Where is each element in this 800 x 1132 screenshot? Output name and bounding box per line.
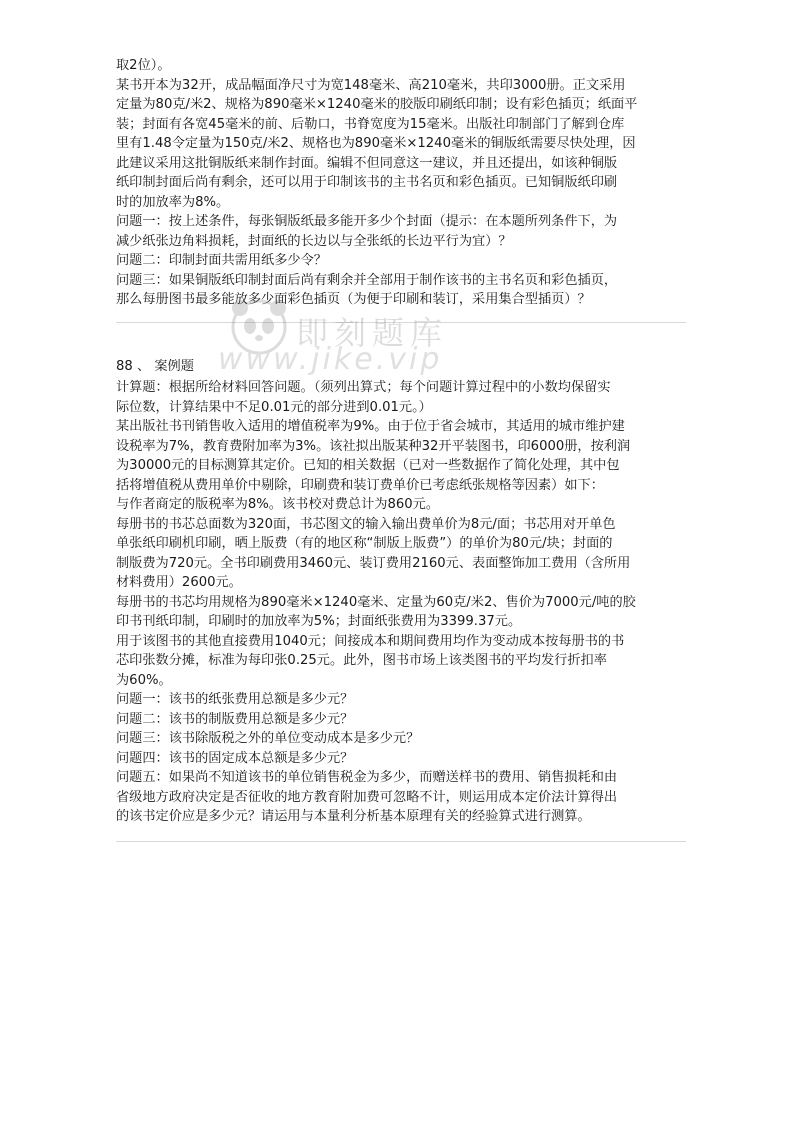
text-line: 里有1.48令定量为150克/米2、规格也为890毫米×1240毫米的铜版纸需要尽快处理，因 <box>116 136 636 151</box>
question-divider <box>116 322 686 323</box>
text-line: 单张纸印刷机印刷，晒上版费（有的地区称“制版上版费”）的单价为80元/块；封面的 <box>116 536 613 551</box>
text-line: 设税率为7%，教育费附加率为3%。该社拟出版某种32开平装图书，印6000册，按利润 <box>116 438 631 454</box>
text-line: 材料费用）2600元。 <box>116 575 242 590</box>
text-line: 某出版社书刊销售收入适用的增值税率为9%。由于位于省会城市，其适用的城市维护建 <box>116 419 625 434</box>
text-line: 那么每册图书最多能放多少面彩色插页（为便于印刷和装订，采用集合型插页）？ <box>116 292 591 307</box>
text-line: 定量为80克/米2、规格为890毫米×1240毫米的胶版印刷纸印制；设有彩色插页；纸面平 <box>116 97 638 112</box>
text-line: 芯印张数分摊，标准为每印张0.25元。此外，图书市场上该类图书的平均发行折扣率 <box>116 653 607 668</box>
question-body <box>116 378 686 827</box>
text-line: 减少纸张边角料损耗，封面纸的长边以与全张纸的长边平行为宜）？ <box>116 233 512 249</box>
text-line: 每册书的书芯总面数为320面，书芯图文的输入输出费单价为8元/面；书芯用对开单色 <box>116 516 616 532</box>
text-line: 问题四：该书的固定成本总额是多少元？ <box>116 750 354 766</box>
text-line: 时的加放率为8%。 <box>116 194 230 210</box>
text-line: 问题二：该书的制版费用总额是多少元？ <box>116 711 354 727</box>
text-line: 为30000元的目标测算其定价。已知的相关数据（已对一些数据作了简化处理，其中包 <box>116 458 620 473</box>
text-line: 此建议采用这批铜版纸来制作封面。编辑不但同意这一建议，并且还提出，如该种铜版 <box>116 155 618 171</box>
text-line: 纸印制封面后尚有剩余，还可以用于印制该书的主书名页和彩色插页。已知铜版纸印刷 <box>116 175 618 190</box>
text-line: 用于该图书的其他直接费用1040元；间接成本和期间费用均作为变动成本按每册书的书 <box>116 633 625 649</box>
text-line: 每册书的书芯均用规格为890毫米×1240毫米、定量为60克/米2、售价为7000元/吨的胶 <box>116 594 636 610</box>
text-line: 际位数，计算结果中不足0.01元的部分进到0.01元。） <box>116 399 432 415</box>
text-line: 问题二：印制封面共需用纸多少令？ <box>116 253 327 268</box>
text-line: 装；封面有各宽45毫米的前、后勒口，书脊宽度为15毫米。出版社印制部门了解到仓库 <box>116 116 625 132</box>
text-line: 括将增值税从费用单价中剔除，印刷费和装订费单价已考虑纸张规格等因素）如下： <box>116 477 604 493</box>
text-line: 问题一：该书的纸张费用总额是多少元？ <box>116 692 354 707</box>
text-line: 问题三：该书除版税之外的单位变动成本是多少元？ <box>116 731 420 746</box>
text-line: 问题五：如果尚不知道该书的单位销售税金为多少，而赠送样书的费用、销售损耗和由 <box>116 770 618 785</box>
text-line: 省级地方政府决定是否征收的地方教育附加费可忽略不计，则运用成本定价法计算得出 <box>116 789 618 805</box>
watermark-url: www.jike.vip <box>218 342 443 377</box>
watermark-brand: 即刻题库 <box>296 314 449 352</box>
question-title: 88 、 案例题 <box>116 358 194 374</box>
text-line: 与作者商定的版税率为8%。该书校对费总计为860元。 <box>116 497 440 512</box>
text-line: 为60%。 <box>116 672 172 688</box>
text-line: 问题三：如果铜版纸印制封面后尚有剩余并全部用于制作该书的主书名页和彩色插页， <box>116 272 618 288</box>
text-line: 问题一：按上述条件，每张铜版纸最多能开多少个封面（提示：在本题所列条件下，为 <box>116 214 618 229</box>
question-divider-bottom <box>116 841 686 842</box>
text-line: 计算题：根据所给材料回答问题。（须列出算式；每个问题计算过程中的小数均保留实 <box>116 380 611 395</box>
text-line: 某书开本为32开，成品幅面净尺寸为宽148毫米、高210毫米，共印3000册。正文采用 <box>116 77 626 93</box>
text-line: 取2位）。 <box>116 58 171 73</box>
text-line: 印书刊纸印制，印刷时的加放率为5%；封面纸张费用为3399.37元。 <box>116 614 522 629</box>
text-line: 制版费为720元。全书印刷费用3460元、装订费用2160元、表面整饰加工费用（含所用 <box>116 555 631 571</box>
text-line: 的该书定价应是多少元？请运用与本量利分析基本原理有关的经验算式进行测算。 <box>116 809 591 824</box>
previous-question-block <box>116 56 686 310</box>
document-content <box>116 56 686 842</box>
